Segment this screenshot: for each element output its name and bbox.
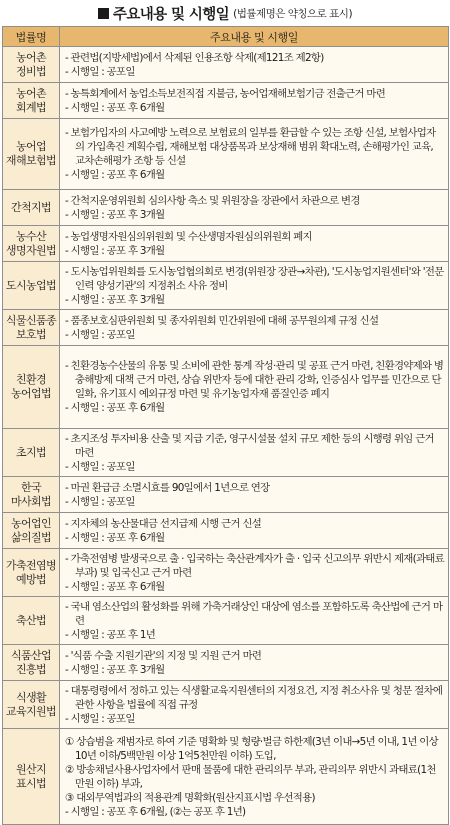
table-row — [3, 597, 449, 645]
content-line: ① 상습범을 재범자로 하여 기준 명확화 및 형량·벌금 하한제(3년 이내→5년 이내, 1년 이상 10년 이하/5백만원 이상 1억5천만원 이하) 도입, — [65, 735, 438, 762]
law-name-line: 진흥법 — [15, 662, 47, 676]
content-cell — [60, 597, 449, 645]
table-row — [3, 226, 449, 262]
content-line: - 초지조성 투자비용 산출 및 지급 기준, 영구시설물 설치 규모 제한 등의 시행령 위임 근거 마련 — [65, 432, 434, 459]
table-row — [3, 83, 449, 119]
content-cell — [60, 346, 449, 429]
law-name-cell — [3, 477, 60, 513]
content-cell — [60, 549, 449, 597]
content-line: - 관련법(지방세법)에서 삭제된 인용조항 삭제(제121조 제2항) — [65, 51, 324, 64]
law-name-line: 농어업 — [15, 140, 47, 153]
law-name-line: 원산지 — [15, 762, 47, 776]
content-line: - '식품 수출 지원기관'의 지정 및 지원 근거 마련 — [65, 649, 262, 662]
table-row — [3, 310, 449, 346]
content-line: - 시행일 : 공포일 — [65, 65, 135, 78]
table-row — [3, 346, 449, 429]
law-name-line: 도시농업법 — [5, 278, 57, 292]
table-row — [3, 477, 449, 513]
law-name-cell — [3, 262, 60, 310]
table-row — [3, 119, 449, 190]
content-line: - 간척지운영위원회 심의사항 축소 및 위원장을 장관에서 차관으로 변경 — [65, 194, 360, 207]
law-name-cell — [3, 549, 60, 597]
content-cell — [60, 262, 449, 310]
content-line: - 국내 염소산업의 활성화를 위해 가축거래상인 대상에 염소를 포함하도록 축산법에 근거 마련 — [65, 600, 443, 627]
title-text: 주요내용 및 시행일 — [112, 6, 230, 23]
content-line: - 시행일 : 공포일 — [65, 712, 135, 725]
content-line: - 지자체의 농산물대금 선지급제 시행 근거 신설 — [65, 517, 262, 530]
content-line: - 시행일 : 공포 후 6개월 — [65, 531, 165, 544]
content-line: - 시행일 : 공포 후 6개월, (②는 공포 후 1년) — [65, 805, 246, 818]
content-cell — [60, 226, 449, 262]
content-cell — [60, 310, 449, 346]
law-name-cell — [3, 47, 60, 83]
law-name-line: 식품산업 — [10, 648, 52, 662]
law-name-line: 마사회법 — [10, 494, 52, 508]
content-line: - 시행일 : 공포 후 6개월 — [65, 101, 165, 114]
content-line: - 도시농업위원회를 도시농업협의회로 변경(위원장 장관→차관), '도시농업지원센터'와 '전문인력 양성기관'의 지정취소 사유 정비 — [65, 265, 444, 292]
content-line: - 농특회계에서 농업소득보전직접 지불금, 농어업재해보험기금 전출근거 마련 — [65, 87, 386, 100]
law-name-line: 가축전염병 — [5, 558, 57, 572]
law-name-line: 농수산 — [15, 229, 47, 243]
law-name-line: 친환경 — [15, 373, 47, 386]
law-name-line: 식물신품종 — [5, 313, 57, 327]
content-line: - 품종보호심판위원회 및 종자위원회 민간위원에 대해 공무원의제 규정 신설 — [65, 314, 379, 327]
law-table — [2, 26, 449, 825]
content-line: - 시행일 : 공포일 — [65, 328, 135, 341]
content-cell — [60, 429, 449, 477]
law-name-line: 재해보험법 — [5, 154, 57, 167]
table-row — [3, 513, 449, 549]
content-cell — [60, 681, 449, 729]
content-cell — [60, 513, 449, 549]
table-body — [3, 47, 449, 825]
content-line: - 시행일 : 공포 후 3개월 — [65, 293, 165, 306]
content-cell — [60, 47, 449, 83]
law-name-line: 한국 — [20, 480, 42, 494]
table-row — [3, 429, 449, 477]
law-name-line: 농어촌 — [15, 86, 47, 100]
law-name-cell — [3, 597, 60, 645]
content-line: - 시행일 : 공포 후 3개월 — [65, 663, 165, 676]
law-name-line: 간척지법 — [10, 200, 52, 214]
content-cell — [60, 119, 449, 190]
content-line: ③ 대외무역법과의 적용관계 명확화(원산지표시법 우선적용) — [65, 791, 315, 804]
law-name-cell — [3, 346, 60, 429]
table-row — [3, 190, 449, 226]
content-line: - 보험가입자의 사고예방 노력으로 보험료의 일부를 환급할 수 있는 조항 신설, 보험사업자의 가입촉진 계획수립, 재해보험 대상품목과 보상재해 범위 확대노력, 손해평가인 교육, 교차손해평가 조항 등 신설 — [65, 127, 436, 167]
law-name-cell — [3, 645, 60, 681]
law-name-cell — [3, 729, 60, 825]
table-row — [3, 47, 449, 83]
content-line: - 농업생명자원심의위원회 및 수산생명자원심의위원회 폐지 — [65, 230, 312, 243]
law-name-line: 농어업인 — [10, 516, 52, 530]
law-name-line: 예방법 — [15, 572, 47, 586]
content-cell — [60, 729, 449, 825]
table-header-row — [3, 27, 449, 47]
law-name-line: 농어촌 — [15, 50, 47, 64]
content-line: - 마권 환급금 소멸시효를 90일에서 1년으로 연장 — [65, 481, 270, 494]
law-name-line: 생명자원법 — [5, 243, 57, 257]
content-cell — [60, 190, 449, 226]
content-line: - 시행일 : 공포 후 6개월 — [65, 402, 165, 414]
law-name-line: 농어업법 — [10, 387, 52, 400]
content-line: - 시행일 : 공포일 — [65, 495, 135, 508]
content-line: - 가축전염병 발생국으로 출 · 입국하는 축산관계자가 출 · 입국 신고의무 위반시 제재(과태료 부과) 및 입국신고 근거 마련 — [65, 552, 444, 579]
content-line: - 대통령령에서 정하고 있는 식생활교육지원센터의 지정요건, 지정 취소사유 및 청문 절차에 관한 사항을 법률에 직접 규정 — [65, 684, 443, 711]
law-name-line: 정비법 — [15, 64, 47, 78]
content-line: - 시행일 : 공포 후 1년 — [65, 628, 156, 641]
content-cell — [60, 477, 449, 513]
title-note: (법률제명은 약칭으로 표시) — [233, 7, 353, 20]
law-name-cell — [3, 681, 60, 729]
page-title — [0, 0, 450, 26]
content-line: - 친환경농수산물의 유통 및 소비에 관한 통계 작성·관리 및 공표 근거 마련, 친환경약제와 병충해방제 대책 근거 마련, 상습 위반자 등에 대한 관리 강화, 인증심사 업무를 민간으로 단일화, 유기표시 예외규정 마련 및 유기농업자재 품질인증 폐지 — [65, 360, 444, 400]
table-row — [3, 549, 449, 597]
content-line: - 시행일 : 공포 후 6개월 — [65, 169, 165, 181]
law-name-cell — [3, 226, 60, 262]
content-line: ② 방송채널사용사업자에서 판매 물품에 대한 관리의무 부과, 관리의무 위반시 과태료(1천만원 이하) 부과, — [65, 763, 436, 790]
law-name-cell — [3, 513, 60, 549]
law-name-line: 식생활 — [15, 690, 47, 704]
table-row — [3, 681, 449, 729]
law-name-cell — [3, 310, 60, 346]
table-row — [3, 262, 449, 310]
law-name-cell — [3, 429, 60, 477]
table-row — [3, 729, 449, 825]
column-header-law: 법률명 — [3, 27, 60, 47]
content-line: - 시행일 : 공포일 — [65, 460, 135, 473]
content-cell — [60, 645, 449, 681]
content-line: - 시행일 : 공포 후 3개월 — [65, 244, 165, 257]
law-name-cell — [3, 190, 60, 226]
law-name-line: 교육지원법 — [5, 704, 57, 718]
square-bullet-icon — [98, 8, 109, 19]
law-name-cell — [3, 119, 60, 190]
law-name-line: 보호법 — [15, 327, 47, 341]
law-name-line: 축산법 — [15, 613, 47, 627]
table-row — [3, 645, 449, 681]
column-header-content: 주요내용 및 시행일 — [60, 27, 449, 47]
content-cell — [60, 83, 449, 119]
content-line: - 시행일 : 공포 후 6개월 — [65, 580, 165, 593]
law-name-line: 삶의질법 — [10, 530, 52, 544]
law-name-line: 회계법 — [15, 100, 47, 114]
law-name-cell — [3, 83, 60, 119]
law-name-line: 초지법 — [15, 445, 47, 459]
law-name-line: 표시법 — [15, 776, 47, 790]
content-line: - 시행일 : 공포 후 3개월 — [65, 208, 165, 221]
